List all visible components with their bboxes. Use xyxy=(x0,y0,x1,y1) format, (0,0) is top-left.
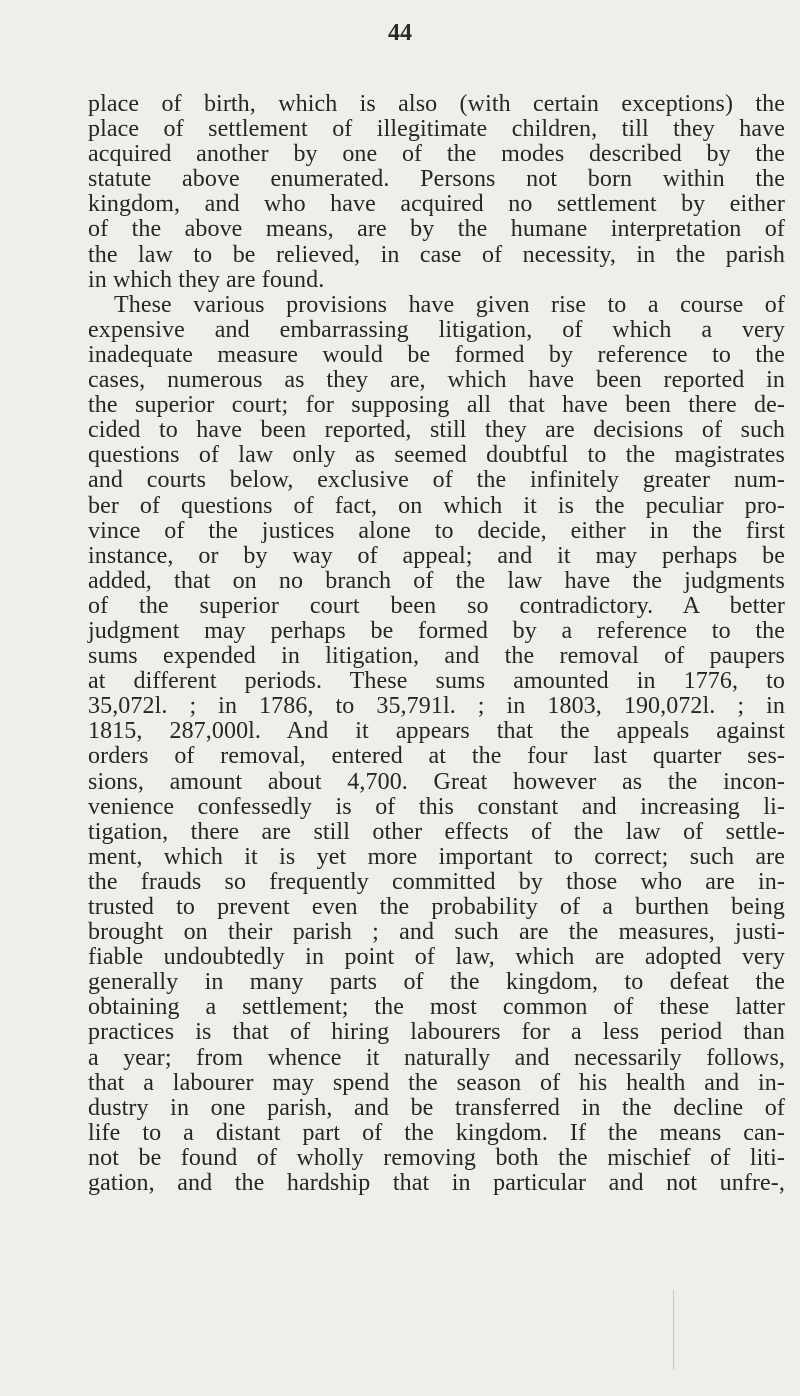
text-line: a year; from whence it naturally and necessarily follows, xyxy=(88,1044,785,1071)
text-line: kingdom, and who have acquired no settlement by either xyxy=(88,191,785,218)
text-line: added, that on no branch of the law have the judgments xyxy=(88,567,785,594)
text-line: trusted to prevent even the probability of a burthen being xyxy=(88,894,785,920)
text-line: questions of law only as seemed doubtful to the magistrates xyxy=(88,442,785,469)
text-line: at different periods. These sums amounted in 1776, to xyxy=(88,668,785,695)
text-line: practices is that of hiring labourers for a less period than xyxy=(88,1019,785,1046)
text-line: of the above means, are by the humane interpretation of xyxy=(88,216,785,243)
text-line: instance, or by way of appeal; and it may perhaps be xyxy=(88,542,785,569)
text-line: gation, and the hardship that in particular and not unfre-, xyxy=(88,1170,785,1197)
text-line: acquired another by one of the modes described by the xyxy=(88,141,785,168)
paragraph-start-line: These various provisions have given rise to a course of xyxy=(114,291,785,318)
text-line: cases, numerous as they are, which have been reported in xyxy=(88,367,785,394)
text-line: in which they are found. xyxy=(88,266,325,293)
text-line: generally in many parts of the kingdom, to defeat the xyxy=(88,969,785,996)
text-line: fiable undoubtedly in point of law, which are adopted very xyxy=(88,944,785,971)
text-line: cided to have been reported, still they are decisions of such xyxy=(88,417,785,444)
text-line: life to a distant part of the kingdom. If the means can- xyxy=(88,1119,785,1146)
text-line: judgment may perhaps be formed by a reference to the xyxy=(88,617,785,644)
page-number: 44 xyxy=(388,20,412,46)
text-line: not be found of wholly removing both the mischief of liti- xyxy=(88,1144,785,1171)
text-line: sums expended in litigation, and the removal of paupers xyxy=(88,643,785,670)
text-line: dustry in one parish, and be transferred in the decline of xyxy=(88,1094,785,1121)
text-line: venience confessedly is of this constant and increasing li- xyxy=(88,793,785,820)
text-line: that a labourer may spend the season of his health and in- xyxy=(88,1069,785,1096)
text-line: ber of questions of fact, on which it is the peculiar pro- xyxy=(88,492,785,519)
text-line: inadequate measure would be formed by reference to the xyxy=(88,341,785,368)
text-line: 1815, 287,000l. And it appears that the appeals against xyxy=(88,718,785,745)
text-line: place of birth, which is also (with certain exceptions) the xyxy=(88,91,785,117)
text-line: of the superior court been so contradictory. A better xyxy=(88,592,785,619)
text-line: tigation, there are still other effects of the law of settle- xyxy=(88,818,785,845)
text-line: statute above enumerated. Persons not born within the xyxy=(88,166,785,193)
text-line: the superior court; for supposing all that have been there de- xyxy=(88,392,785,419)
text-line: the law to be relieved, in case of necessity, in the parish xyxy=(88,241,785,268)
text-line: 35,072l. ; in 1786, to 35,791l. ; in 1803, 190,072l. ; in xyxy=(88,693,785,720)
body-text xyxy=(88,92,785,1196)
text-line: sions, amount about 4,700. Great however as the incon- xyxy=(88,768,785,795)
text-line: brought on their parish ; and such are the measures, justi- xyxy=(88,919,785,946)
text-line: vince of the justices alone to decide, either in the first xyxy=(88,517,785,544)
text-line: ment, which it is yet more important to correct; such are xyxy=(88,843,785,870)
text-line: orders of removal, entered at the four last quarter ses- xyxy=(88,743,785,770)
text-line: expensive and embarrassing litigation, of which a very xyxy=(88,316,785,343)
text-line: the frauds so frequently committed by those who are in- xyxy=(88,868,785,895)
scan-mark xyxy=(673,1290,674,1370)
text-line: obtaining a settlement; the most common of these latter xyxy=(88,994,785,1021)
text-line: and courts below, exclusive of the infinitely greater num- xyxy=(88,467,785,494)
text-line: place of settlement of illegitimate children, till they have xyxy=(88,116,785,143)
